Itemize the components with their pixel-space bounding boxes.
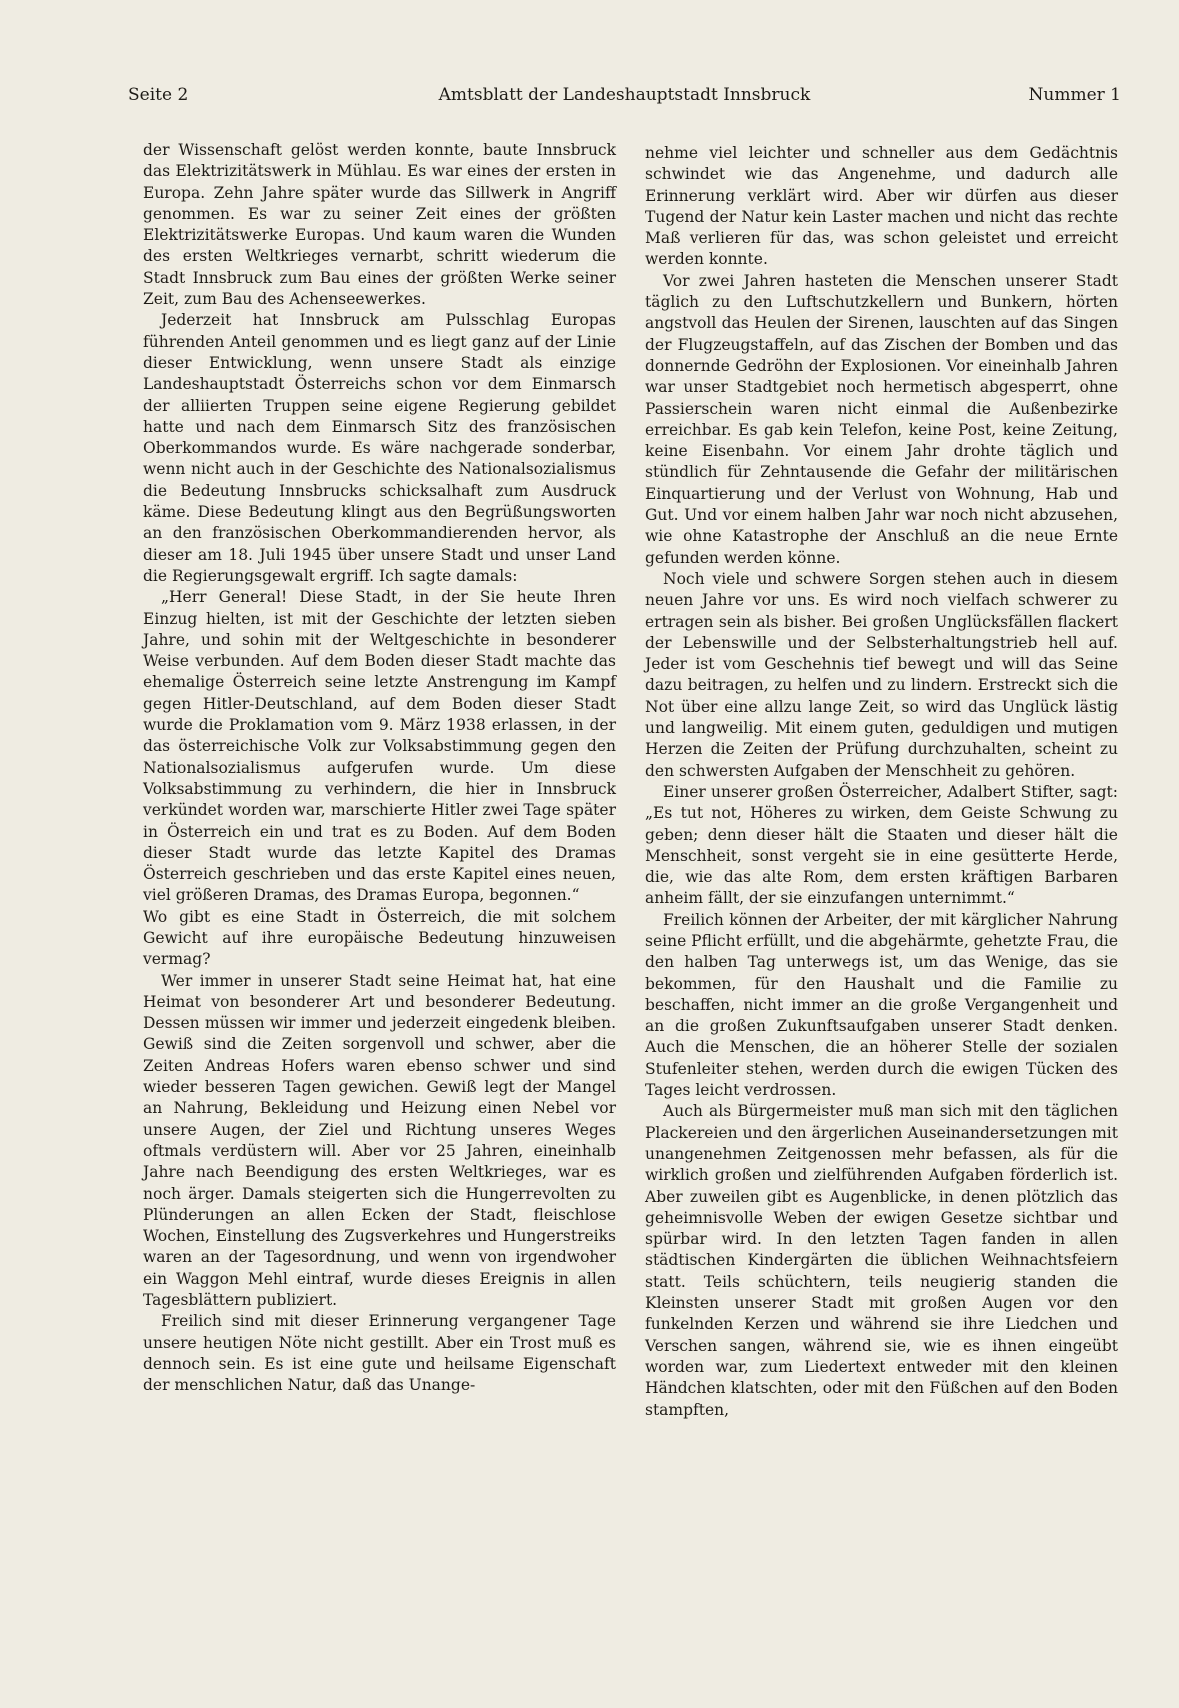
paragraph: Einer unserer großen Österreicher, Adalbert Stifter, sagt: „Es tut not, Höheres zu wirken, dem Geiste Schwung zu geben; denn dieser hält die Staaten und dieser hält die Menschheit, sonst vergeht sie in eine gesütterte Herde, die, wie das alte Rom, dem ersten kräftigen Barbaren anheim fällt, der sie einzufangen unternimmt.“ (645, 782, 1118, 908)
page-header (128, 82, 1121, 108)
issue-number: Nummer 1 (1028, 85, 1121, 105)
right-column (645, 143, 1118, 1421)
paragraph: Jederzeit hat Innsbruck am Pulsschlag Europas führenden Anteil genommen und es liegt ganz auf der Linie dieser Entwicklung, wenn unsere Stadt als einzige Landeshauptstadt Österreichs schon vor dem Einmarsch der alliierten Truppen seine eigene Regierung gebildet hatte und nach dem Einmarsch Sitz des französischen Oberkommandos wurde. Es wäre nachgerade sonderbar, wenn nicht auch in der Geschichte des Nationalsozialismus die Bedeutung Innsbrucks schicksalhaft zum Ausdruck käme. Diese Bedeutung klingt aus den Begrüßungsworten an den französischen Oberkommandierenden hervor, als dieser am 18. Juli 1945 über unsere Stadt und unser Land die Regierungsgewalt ergriff. Ich sagte damals: (143, 311, 616, 585)
page-number: Seite 2 (128, 85, 189, 105)
paragraph: Freilich sind mit dieser Erinnerung vergangener Tage unsere heutigen Nöte nicht gestillt. Aber ein Trost muß es dennoch sein. Es ist eine gute und heilsame Eigenschaft der menschlichen Natur, daß das Unange- (143, 1312, 616, 1395)
paragraph: Noch viele und schwere Sorgen stehen auch in diesem neuen Jahre vor uns. Es wird noch vielfach schwerer zu ertragen sein als bisher. Bei großen Unglücksfällen flackert der Lebenswille und der Selbsterhaltungstrieb hell auf. Jeder ist vom Geschehnis tief bewegt und will das Seine dazu beitragen, zu helfen und zu lindern. Erstreckt sich die Not über eine allzu lange Zeit, so wird das Unglück lästig und langweilig. Mit einem guten, geduldigen und mutigen Herzen die Zeiten der Prüfung durchzuhalten, scheint zu den schwersten Aufgaben der Menschheit zu gehören. (645, 569, 1118, 780)
publication-title: Amtsblatt der Landeshauptstadt Innsbruck (438, 85, 811, 105)
paragraph: Freilich können der Arbeiter, der mit kärglicher Nahrung seine Pflicht erfüllt, und die abgehärmte, gehetzte Frau, die den halben Tag unterwegs ist, um das Wenige, das sie bekommen, für den Haushalt und die Familie zu beschaffen, nicht immer an die große Vergangenheit und an die großen Zukunftsaufgaben unserer Stadt denken. Auch die Menschen, die an höherer Stelle der sozialen Stufenleiter stehen, werden durch die ewigen Tücken des Tages leicht verdrossen. (645, 910, 1118, 1100)
paragraph: Auch als Bürgermeister muß man sich mit den täglichen Plackereien und den ärgerlichen Auseinandersetzungen mit unangenehmen Zeitgenossen mehr befassen, als für die wirklich großen und zielführenden Aufgaben förderlich ist. Aber zuweilen gibt es Augenblicke, in denen plötzlich das geheimnisvolle Weben der ewigen Gesetze sichtbar und spürbar wird. In den letzten Tagen fanden in allen städtischen Kindergärten die üblichen Weihnachtsfeiern statt. Teils schüchtern, teils neugierig standen die Kleinsten unserer Stadt mit großen Augen vor den funkelnden Kerzen und während sie ihre Liedchen und Verschen sangen, während sie, wie es ihnen eingeübt worden war, zum Liedertext entweder mit den kleinen Händchen klatschten, oder mit den Füßchen auf den Boden stampften, (645, 1102, 1118, 1419)
paragraph: der Wissenschaft gelöst werden konnte, baute Innsbruck das Elektrizitätswerk in Mühlau. Es war eines der ersten in Europa. Zehn Jahre später wurde das Sillwerk in Angriff genommen. Es war zu seiner Zeit eines der größten Elektrizitätswerke Europas. Und kaum waren die Wunden des ersten Weltkrieges vernarbt, schritt wiederum die Stadt Innsbruck zum Bau eines der größten Werke seiner Zeit, zum Bau des Achenseewerkes. (143, 141, 616, 309)
paragraph: nehme viel leichter und schneller aus dem Gedächtnis schwindet wie das Angenehme, und dadurch alle Erinnerung verklärt wird. Aber wir dürfen aus dieser Tugend der Natur kein Laster machen und nicht das rechte Maß verlieren für das, was schon geleistet und erreicht werden konnte. (645, 144, 1118, 269)
quotation: „Herr General! Diese Stadt, in der Sie heute Ihren Einzug hielten, ist mit der Geschichte der letzten sieben Jahre, und sohin mit der Weltgeschichte in besonderer Weise verbunden. Auf dem Boden dieser Stadt machte das ehemalige Österreich seine letzte Anstrengung im Kampf gegen Hitler-Deutschland, auf dem Boden dieser Stadt wurde die Proklamation vom 9. März 1938 erlassen, in der das österreichische Volk zur Volksabstimmung gegen den Nationalsozialismus aufgerufen wurde. Um diese Volksabstimmung zu verhindern, die hier in Innsbruck verkündet worden war, marschierte Hitler zwei Tage später in Österreich ein und trat es zu Boden. Auf dem Boden dieser Stadt wurde das letzte Kapitel des Dramas Österreich geschrieben und das erste Kapitel eines neuen, viel größeren Dramas, des Dramas Europa, begonnen.“ (143, 588, 616, 905)
paragraph: Vor zwei Jahren hasteten die Menschen unserer Stadt täglich zu den Luftschutzkellern und Bunkern, hörten angstvoll das Heulen der Sirenen, lauschten auf das Singen der Flugzeugstaffeln, auf das Zischen der Bomben und das donnernde Gedröhn der Explosionen. Vor eineinhalb Jahren war unser Stadtgebiet noch hermetisch abgesperrt, ohne Passierschein waren nicht einmal die Außenbezirke erreichbar. Es gab kein Telefon, keine Post, keine Zeitung, keine Eisenbahn. Vor einem Jahr drohte täglich und stündlich für Zehntausende die Gefahr der militärischen Einquartierung und der Verlust von Wohnung, Hab und Gut. Und vor einem halben Jahr war noch nicht abzusehen, wie ohne Katastrophe der Anschluß an die neue Ernte gefunden werden könne. (645, 271, 1118, 567)
paragraph: Wo gibt es eine Stadt in Österreich, die mit solchem Gewicht auf ihre europäische Bedeutung hinzuweisen vermag? (143, 907, 616, 969)
left-column (143, 140, 616, 1397)
paragraph: Wer immer in unserer Stadt seine Heimat hat, hat eine Heimat von besonderer Art und besonderer Bedeutung. Dessen müssen wir immer und jederzeit eingedenk bleiben. Gewiß sind die Zeiten sorgenvoll und schwer, aber die Zeiten Andreas Hofers waren ebenso schwer und sind wieder besseren Tagen gewichen. Gewiß legt der Mangel an Nahrung, Bekleidung und Heizung einen Nebel vor unsere Augen, der Ziel und Richtung unseres Weges oftmals verdüstern will. Aber vor 25 Jahren, eineinhalb Jahre nach Beendigung des ersten Weltkrieges, war es noch ärger. Damals steigerten sich die Hungerrevolten zu Plünderungen an allen Ecken der Stadt, fleischlose Wochen, Einstellung des Zugsverkehres und Hungerstreiks waren an der Tagesordnung, und wenn von irgendwoher ein Waggon Mehl eintraf, wurde dieses Ereignis in allen Tagesblättern publiziert. (143, 971, 616, 1310)
